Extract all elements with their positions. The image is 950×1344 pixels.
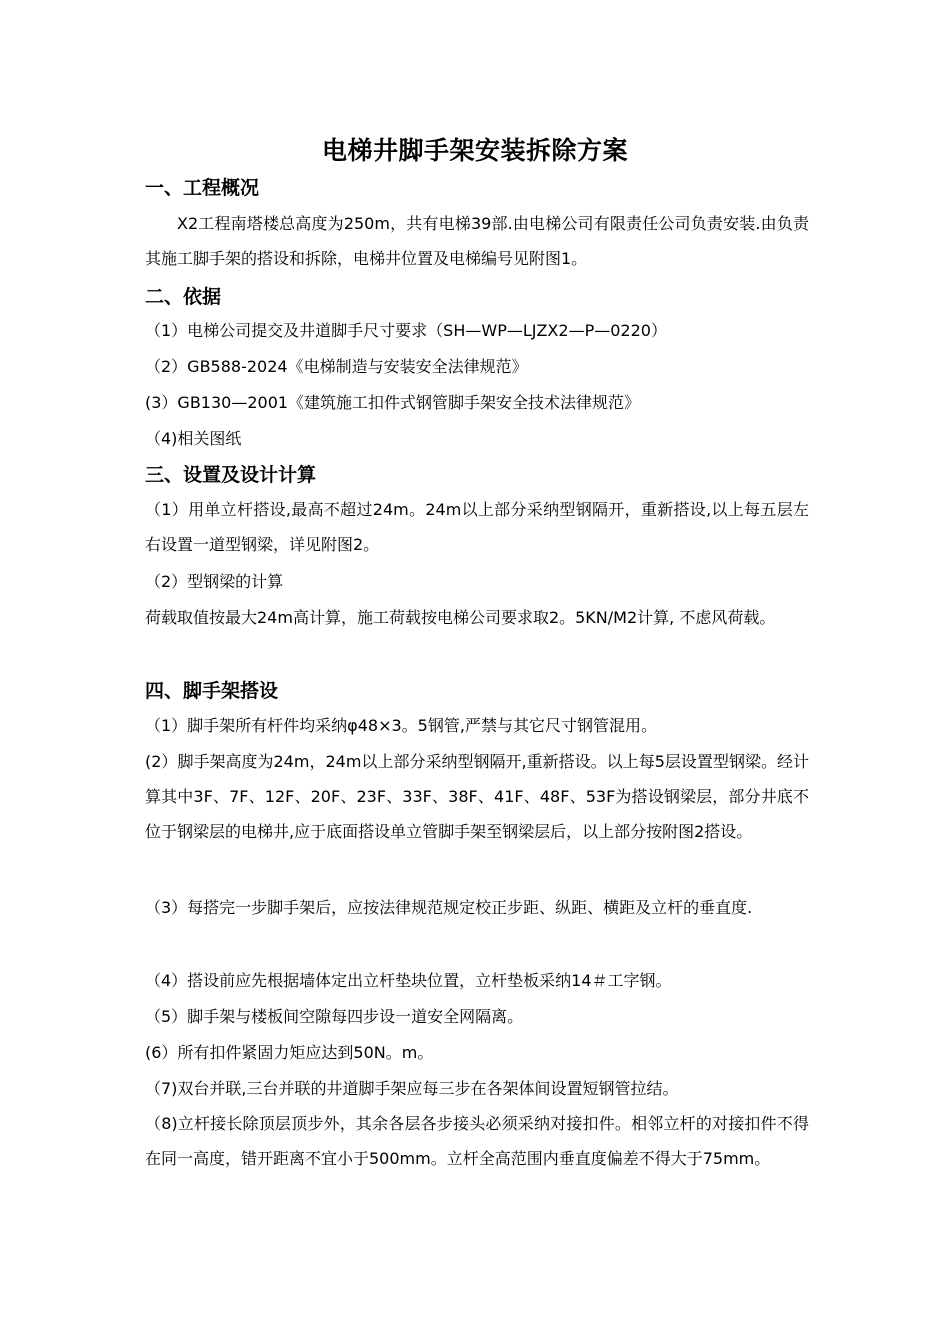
paragraph: （7)双台并联,三台并联的井道脚手架应每三步在各架体间设置短钢管拉结。 xyxy=(145,1079,679,1098)
paragraph: （3）每搭完一步脚手架后，应按法律规范规定校正步距、纵距、横距及立杆的垂直度. xyxy=(145,898,753,917)
paragraph: 荷载取值按最大24m高计算，施工荷载按电梯公司要求取2。5KN/M2计算, 不虑风荷载。 xyxy=(145,608,776,627)
paragraph: （1）用单立杆搭设,最高不超过24m。24m以上部分采纳型钢隔开，重新搭设,以上每五层左右设置一道型钢梁，详见附图2。 xyxy=(145,500,809,554)
paragraph: （4)相关图纸 xyxy=(145,429,242,448)
paragraph: (6）所有扣件紧固力矩应达到50N。m。 xyxy=(145,1043,434,1062)
paragraph: （4）搭设前应先根据墙体定出立杆垫块位置，立杆垫板采纳14＃工字钢。 xyxy=(145,971,672,990)
paragraph: （2）型钢梁的计算 xyxy=(145,572,284,591)
paragraph: X2工程南塔楼总高度为250m，共有电梯39部.由电梯公司有限责任公司负责安装.由负责其施工脚手架的搭设和拆除，电梯井位置及电梯编号见附图1。 xyxy=(145,214,809,268)
paragraph: （8)立杆接长除顶层顶步外，其余各层各步接头必须采纳对接扣件。相邻立杆的对接扣件不得在同一高度，错开距离不宜小于500mm。立杆全高范围内垂直度偏差不得大于75mm。 xyxy=(145,1114,809,1168)
paragraph: （1）电梯公司提交及井道脚手尺寸要求（SH—WP—LJZX2—P—0220） xyxy=(145,321,667,340)
paragraph: (2）脚手架高度为24m，24m以上部分采纳型钢隔开,重新搭设。以上每5层设置型钢梁。经计算其中3F、7F、12F、20F、23F、33F、38F、41F、48F、53F为搭设钢梁层，部分井底不位于钢梁层的电梯井,应于底面搭设单立管脚手架至钢梁层后，以上部分按附图2搭设。 xyxy=(145,752,809,841)
paragraph: （2）GB588-2024《电梯制造与安装安全法律规范》 xyxy=(145,357,528,376)
document-title: 电梯井脚手架安装拆除方案 xyxy=(321,136,628,165)
paragraph: (3）GB130—2001《建筑施工扣件式钢管脚手架安全技术法律规范》 xyxy=(145,393,641,412)
paragraph: （5）脚手架与楼板间空隙每四步设一道安全网隔离。 xyxy=(145,1007,524,1026)
section-heading-overview: 一、工程概况 xyxy=(145,177,260,199)
section-heading-scaffold: 四、脚手架搭设 xyxy=(145,680,279,702)
section-heading-design: 三、设置及设计计算 xyxy=(145,464,317,486)
section-heading-basis: 二、依据 xyxy=(145,286,222,308)
paragraph: （1）脚手架所有杆件均采纳φ48×3。5钢管,严禁与其它尺寸钢管混用。 xyxy=(145,716,657,735)
